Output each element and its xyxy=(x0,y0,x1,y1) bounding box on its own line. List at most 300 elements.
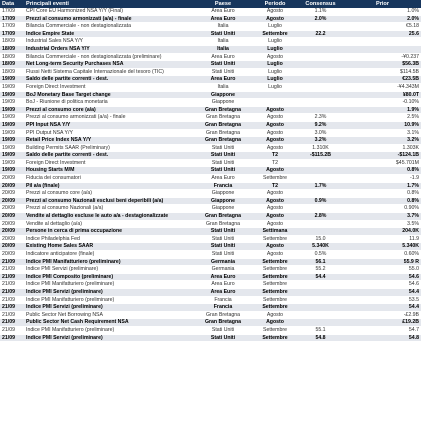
cell-period: T2 xyxy=(253,152,297,160)
cell-prior: 3.7% xyxy=(344,213,421,221)
table-row xyxy=(0,220,421,228)
cell-date: 20/09 xyxy=(0,182,24,190)
cell-event: Indice PMI Servizi (preliminare) xyxy=(24,288,193,296)
cell-period: Luglio xyxy=(253,38,297,46)
cell-date: 20/09 xyxy=(0,197,24,205)
cell-prior xyxy=(344,45,421,53)
table-row xyxy=(0,213,421,221)
table-row xyxy=(0,334,421,342)
cell-country: Gran Bretagna xyxy=(193,114,253,122)
table-row xyxy=(0,266,421,274)
cell-event: Indice PMI Servizi (preliminare) xyxy=(24,266,193,274)
cell-consensus xyxy=(297,220,344,228)
cell-consensus: 0.5% xyxy=(297,251,344,259)
cell-consensus xyxy=(297,319,344,327)
table-row xyxy=(0,61,421,69)
cell-period: Settembre xyxy=(253,30,297,38)
cell-country: Stati Uniti xyxy=(193,167,253,175)
cell-consensus: 22.2 xyxy=(297,30,344,38)
cell-date: 20/09 xyxy=(0,205,24,213)
cell-country: Stati Uniti xyxy=(193,326,253,334)
cell-consensus: 3.2% xyxy=(297,137,344,145)
cell-prior: 1.9% xyxy=(344,106,421,114)
cell-date: 17/09 xyxy=(0,15,24,23)
cell-consensus xyxy=(297,83,344,91)
table-row xyxy=(0,273,421,281)
cell-event: Housing Starts M/M xyxy=(24,167,193,175)
cell-consensus: 1.7% xyxy=(297,182,344,190)
header-country: Paese xyxy=(193,0,253,8)
cell-consensus xyxy=(297,53,344,61)
cell-date: 19/09 xyxy=(0,121,24,129)
cell-prior: 0.60% xyxy=(344,251,421,259)
cell-date: 21/09 xyxy=(0,334,24,342)
cell-consensus xyxy=(297,175,344,183)
cell-prior: 5.340K xyxy=(344,243,421,251)
cell-date: 18/09 xyxy=(0,45,24,53)
table-header-row xyxy=(0,0,421,8)
cell-period: Agosto xyxy=(253,220,297,228)
cell-country: Area Euro xyxy=(193,175,253,183)
cell-prior: 3.1% xyxy=(344,129,421,137)
cell-prior: ¥80.0T xyxy=(344,91,421,99)
cell-country: Gran Bretagna xyxy=(193,319,253,327)
table-row xyxy=(0,30,421,38)
cell-consensus xyxy=(297,288,344,296)
cell-prior: 3.5% xyxy=(344,220,421,228)
cell-date: 20/09 xyxy=(0,228,24,236)
cell-prior: 54.4 xyxy=(344,288,421,296)
cell-country: Area Euro xyxy=(193,8,253,15)
cell-period: Agosto xyxy=(253,129,297,137)
cell-period: Settembre xyxy=(253,304,297,312)
table-row xyxy=(0,152,421,160)
cell-event: Indice Philadelphia Fed xyxy=(24,235,193,243)
table-row xyxy=(0,281,421,289)
table-row xyxy=(0,311,421,319)
cell-date: 20/09 xyxy=(0,220,24,228)
cell-event: Prezzi al consumo armonizzati (a/a) - finale xyxy=(24,114,193,122)
cell-prior: 54.4 xyxy=(344,304,421,312)
table-row xyxy=(0,326,421,334)
table-row xyxy=(0,190,421,198)
cell-date: 19/09 xyxy=(0,106,24,114)
cell-consensus xyxy=(297,205,344,213)
table-row xyxy=(0,304,421,312)
cell-prior: $114.5B xyxy=(344,68,421,76)
table-row xyxy=(0,15,421,23)
cell-country: Stati Uniti xyxy=(193,61,253,69)
table-row xyxy=(0,258,421,266)
cell-prior: 55.9 R xyxy=(344,258,421,266)
table-row xyxy=(0,129,421,137)
cell-event: CPI Core EU Harmonized NSA Y/Y (Final) xyxy=(24,8,193,15)
cell-prior xyxy=(344,38,421,46)
cell-prior: -£2.9B xyxy=(344,311,421,319)
cell-prior: 204.0K xyxy=(344,228,421,236)
cell-country: Gran Bretagna xyxy=(193,220,253,228)
cell-prior: -¥0.237 xyxy=(344,53,421,61)
cell-consensus xyxy=(297,304,344,312)
table-row xyxy=(0,106,421,114)
cell-period: Agosto xyxy=(253,197,297,205)
table-row xyxy=(0,114,421,122)
cell-prior: 54.8 xyxy=(344,334,421,342)
cell-event: Indice PMI Composito (preliminare) xyxy=(24,273,193,281)
cell-event: Foreign Direct Investment xyxy=(24,83,193,91)
cell-prior: 11.9 xyxy=(344,235,421,243)
cell-event: Building Permits SAAR (Preliminary) xyxy=(24,144,193,152)
table-body xyxy=(0,8,421,342)
cell-date: 21/09 xyxy=(0,311,24,319)
cell-event: PPI Output NSA Y/Y xyxy=(24,129,193,137)
table-row xyxy=(0,121,421,129)
cell-date: 18/09 xyxy=(0,53,24,61)
cell-consensus xyxy=(297,228,344,236)
cell-event: Prezzi al consumo Nazionali esclusi beni deperibili (a/a) xyxy=(24,197,193,205)
table-row xyxy=(0,23,421,31)
cell-country: Germania xyxy=(193,258,253,266)
cell-period: Settembre xyxy=(253,273,297,281)
cell-event: Net Long-term Security Purchases NSA xyxy=(24,61,193,69)
cell-period: Settembre xyxy=(253,334,297,342)
cell-period: Agosto xyxy=(253,243,297,251)
cell-event: Bilancia Commerciale - non destagionalizzata (preliminare) xyxy=(24,53,193,61)
cell-country: Giappone xyxy=(193,197,253,205)
cell-consensus: 55.1 xyxy=(297,326,344,334)
cell-period: Agosto xyxy=(253,137,297,145)
cell-date: 21/09 xyxy=(0,281,24,289)
cell-prior: 54.7 xyxy=(344,326,421,334)
cell-prior: 10.9% xyxy=(344,121,421,129)
table-row xyxy=(0,243,421,251)
cell-consensus xyxy=(297,281,344,289)
table-row xyxy=(0,205,421,213)
cell-event: Indice PMI Servizi (preliminare) xyxy=(24,334,193,342)
cell-country: Gran Bretagna xyxy=(193,213,253,221)
cell-date: 19/09 xyxy=(0,152,24,160)
cell-date: 20/09 xyxy=(0,175,24,183)
cell-event: Indicatore anticipatore (finale) xyxy=(24,251,193,259)
cell-prior: 0.90% xyxy=(344,205,421,213)
table-row xyxy=(0,228,421,236)
cell-consensus xyxy=(297,61,344,69)
cell-date: 21/09 xyxy=(0,288,24,296)
cell-prior: 25.6 xyxy=(344,30,421,38)
cell-event: Prezzi al consumo Nazionali (a/a) xyxy=(24,205,193,213)
table-row xyxy=(0,68,421,76)
cell-consensus xyxy=(297,68,344,76)
cell-country: Gran Bretagna xyxy=(193,137,253,145)
cell-prior: -0.10% xyxy=(344,99,421,107)
cell-date: 19/09 xyxy=(0,129,24,137)
cell-event: PPI Input NSA Y/Y xyxy=(24,121,193,129)
cell-event: Prezzi al consumo core (a/a) xyxy=(24,106,193,114)
cell-country: Stati Uniti xyxy=(193,144,253,152)
cell-period: Agosto xyxy=(253,114,297,122)
cell-date: 19/09 xyxy=(0,114,24,122)
cell-consensus xyxy=(297,99,344,107)
cell-prior: €23.5B xyxy=(344,76,421,84)
cell-event: Indice PMI Manifatturiero (preliminare) xyxy=(24,281,193,289)
cell-consensus xyxy=(297,76,344,84)
cell-country: Gran Bretagna xyxy=(193,311,253,319)
cell-date: 19/09 xyxy=(0,137,24,145)
cell-date: 19/09 xyxy=(0,167,24,175)
cell-consensus: 56.1 xyxy=(297,258,344,266)
cell-prior: 54.6 xyxy=(344,273,421,281)
cell-event: Industrial Orders NSA Y/Y xyxy=(24,45,193,53)
cell-consensus: 15.0 xyxy=(297,235,344,243)
cell-prior: £19.2B xyxy=(344,319,421,327)
cell-event: Public Sector Net Cash Requirement NSA xyxy=(24,319,193,327)
cell-date: 17/09 xyxy=(0,23,24,31)
cell-date: 19/09 xyxy=(0,83,24,91)
cell-date: 19/09 xyxy=(0,76,24,84)
cell-period: Agosto xyxy=(253,8,297,15)
table-row xyxy=(0,175,421,183)
cell-event: Industrial Sales NSA Y/Y xyxy=(24,38,193,46)
cell-consensus xyxy=(297,167,344,175)
cell-consensus xyxy=(297,159,344,167)
cell-period: Settembre xyxy=(253,281,297,289)
cell-consensus xyxy=(297,23,344,31)
cell-period: Agosto xyxy=(253,53,297,61)
cell-period: Settembre xyxy=(253,326,297,334)
cell-period: Luglio xyxy=(253,23,297,31)
header-date: Data xyxy=(0,0,24,8)
cell-period: Settembre xyxy=(253,235,297,243)
table-row xyxy=(0,76,421,84)
cell-date: 21/09 xyxy=(0,296,24,304)
cell-date: 21/09 xyxy=(0,319,24,327)
cell-consensus: 2.8% xyxy=(297,213,344,221)
cell-date: 17/09 xyxy=(0,8,24,15)
cell-event: Public Sector Net Borrowing NSA xyxy=(24,311,193,319)
cell-consensus: 1.310K xyxy=(297,144,344,152)
cell-consensus: 2.3% xyxy=(297,114,344,122)
cell-consensus xyxy=(297,45,344,53)
cell-country: Area Euro xyxy=(193,53,253,61)
cell-consensus: 9.2% xyxy=(297,121,344,129)
cell-event: Retail Price Index NSA Y/Y xyxy=(24,137,193,145)
cell-prior: $45.701M xyxy=(344,159,421,167)
cell-date: 19/09 xyxy=(0,99,24,107)
cell-date: 18/09 xyxy=(0,61,24,69)
cell-period: Agosto xyxy=(253,205,297,213)
cell-period: Agosto xyxy=(253,106,297,114)
cell-period: T2 xyxy=(253,182,297,190)
cell-country: Area Euro xyxy=(193,15,253,23)
cell-consensus xyxy=(297,91,344,99)
cell-country: Italia xyxy=(193,45,253,53)
header-period: Periodo xyxy=(253,0,297,8)
cell-period xyxy=(253,99,297,107)
cell-period: Settembre xyxy=(253,288,297,296)
cell-consensus: 5.340K xyxy=(297,243,344,251)
cell-date: 21/09 xyxy=(0,326,24,334)
header-prior: Prior xyxy=(344,0,421,8)
cell-date: 21/09 xyxy=(0,304,24,312)
cell-prior: -$124.1B xyxy=(344,152,421,160)
header-consensus: Consensus xyxy=(297,0,344,8)
cell-country: Italia xyxy=(193,83,253,91)
cell-event: Bilancia Commerciale - non destagionalizzata xyxy=(24,23,193,31)
cell-prior: 2.0% xyxy=(344,15,421,23)
cell-event: Flussi Netti Sistema Capitale Internazionale del tesoro (TIC) xyxy=(24,68,193,76)
cell-consensus: 1.1% xyxy=(297,8,344,15)
cell-prior: 55.0 xyxy=(344,266,421,274)
cell-country: Stati Uniti xyxy=(193,30,253,38)
cell-event: Saldo delle partite correnti - dest. xyxy=(24,76,193,84)
cell-period: Luglio xyxy=(253,83,297,91)
cell-period: Agosto xyxy=(253,213,297,221)
cell-country: Francia xyxy=(193,296,253,304)
cell-event: Existing Home Sales SAAR xyxy=(24,243,193,251)
table-row xyxy=(0,251,421,259)
cell-country: Stati Uniti xyxy=(193,243,253,251)
cell-period: Agosto xyxy=(253,15,297,23)
cell-consensus xyxy=(297,296,344,304)
cell-country: Stati Uniti xyxy=(193,152,253,160)
cell-prior: 0.8% xyxy=(344,167,421,175)
cell-event: Persone in cerca di prima occupazione xyxy=(24,228,193,236)
cell-date: 20/09 xyxy=(0,251,24,259)
cell-country: Italia xyxy=(193,23,253,31)
cell-date: 21/09 xyxy=(0,266,24,274)
cell-period xyxy=(253,91,297,99)
cell-country: Gran Bretagna xyxy=(193,129,253,137)
cell-prior: $56.3B xyxy=(344,61,421,69)
cell-prior: 54.6 xyxy=(344,281,421,289)
cell-country: Stati Uniti xyxy=(193,228,253,236)
cell-event: Prezzi al consumo core (a/a) xyxy=(24,190,193,198)
cell-event: Foreign Direct Investment xyxy=(24,159,193,167)
table-row xyxy=(0,91,421,99)
cell-period: Settembre xyxy=(253,296,297,304)
table-row xyxy=(0,167,421,175)
cell-country: Gran Bretagna xyxy=(193,121,253,129)
cell-event: BoJ Monetary Base Target change xyxy=(24,91,193,99)
cell-country: Giappone xyxy=(193,205,253,213)
cell-consensus: -$115.2B xyxy=(297,152,344,160)
table-row xyxy=(0,159,421,167)
cell-country: Stati Uniti xyxy=(193,159,253,167)
cell-country: Stati Uniti xyxy=(193,334,253,342)
header-event: Principali eventi xyxy=(24,0,193,8)
cell-period: Agosto xyxy=(253,251,297,259)
cell-prior: -¥4.343M xyxy=(344,83,421,91)
cell-period: Agosto xyxy=(253,167,297,175)
table-row xyxy=(0,197,421,205)
cell-period: Settimana xyxy=(253,228,297,236)
cell-event: Pil a/a (finale) xyxy=(24,182,193,190)
cell-date: 19/09 xyxy=(0,159,24,167)
cell-date: 21/09 xyxy=(0,258,24,266)
cell-date: 19/09 xyxy=(0,91,24,99)
cell-country: Area Euro xyxy=(193,288,253,296)
cell-period: Settembre xyxy=(253,175,297,183)
cell-period: Agosto xyxy=(253,311,297,319)
cell-date: 17/09 xyxy=(0,30,24,38)
cell-date: 19/09 xyxy=(0,144,24,152)
cell-event: Indice PMI Servizi (preliminare) xyxy=(24,304,193,312)
cell-prior: 0.8% xyxy=(344,197,421,205)
cell-event: Saldo delle partite correnti - dest. xyxy=(24,152,193,160)
cell-consensus xyxy=(297,190,344,198)
cell-event: Indice PMI Manifatturiero (preliminare) xyxy=(24,326,193,334)
cell-event: BoJ - Riunione di politica monetaria xyxy=(24,99,193,107)
cell-country: Stati Uniti xyxy=(193,68,253,76)
cell-consensus xyxy=(297,38,344,46)
cell-prior: 1.7% xyxy=(344,182,421,190)
cell-event: Indice Empire State xyxy=(24,30,193,38)
table-row xyxy=(0,235,421,243)
cell-consensus: 0.9% xyxy=(297,197,344,205)
cell-prior: 1.0% xyxy=(344,8,421,15)
cell-country: Area Euro xyxy=(193,281,253,289)
cell-country: Francia xyxy=(193,304,253,312)
cell-consensus: 54.8 xyxy=(297,334,344,342)
cell-date: 20/09 xyxy=(0,243,24,251)
cell-consensus: 54.4 xyxy=(297,273,344,281)
table-row xyxy=(0,83,421,91)
table-row xyxy=(0,38,421,46)
cell-prior: 2.5% xyxy=(344,114,421,122)
cell-date: 20/09 xyxy=(0,190,24,198)
cell-prior: 1.303K xyxy=(344,144,421,152)
cell-country: Giappone xyxy=(193,91,253,99)
cell-consensus: 55.2 xyxy=(297,266,344,274)
cell-country: Area Euro xyxy=(193,76,253,84)
table-row xyxy=(0,144,421,152)
cell-event: Vendite al dettaglio (a/a) xyxy=(24,220,193,228)
cell-consensus: 2.0% xyxy=(297,15,344,23)
cell-event: Indice PMI Manifatturiero (preliminare) xyxy=(24,296,193,304)
cell-event: Vendite al dettaglio escluse le auto a/a - destagionalizzate xyxy=(24,213,193,221)
cell-date: 18/09 xyxy=(0,38,24,46)
cell-period: Luglio xyxy=(253,68,297,76)
cell-prior: 53.5 xyxy=(344,296,421,304)
cell-period: Agosto xyxy=(253,319,297,327)
cell-consensus xyxy=(297,311,344,319)
cell-country: Stati Uniti xyxy=(193,235,253,243)
table-row xyxy=(0,319,421,327)
cell-event: Fiducia dei consumatori xyxy=(24,175,193,183)
table-row xyxy=(0,45,421,53)
table-row xyxy=(0,99,421,107)
table-row xyxy=(0,296,421,304)
cell-period: T2 xyxy=(253,159,297,167)
cell-prior: 3.2% xyxy=(344,137,421,145)
table-row xyxy=(0,137,421,145)
cell-country: Francia xyxy=(193,182,253,190)
cell-period: Agosto xyxy=(253,144,297,152)
cell-country: Italia xyxy=(193,38,253,46)
cell-country: Giappone xyxy=(193,190,253,198)
cell-country: Stati Uniti xyxy=(193,251,253,259)
cell-period: Agosto xyxy=(253,121,297,129)
table-row xyxy=(0,182,421,190)
cell-date: 18/09 xyxy=(0,68,24,76)
cell-period: Luglio xyxy=(253,45,297,53)
cell-event: Indice PMI Manifatturiero (preliminare) xyxy=(24,258,193,266)
cell-period: Luglio xyxy=(253,61,297,69)
cell-period: Agosto xyxy=(253,190,297,198)
cell-period: Luglio xyxy=(253,76,297,84)
cell-country: Area Euro xyxy=(193,273,253,281)
cell-period: Settembre xyxy=(253,266,297,274)
